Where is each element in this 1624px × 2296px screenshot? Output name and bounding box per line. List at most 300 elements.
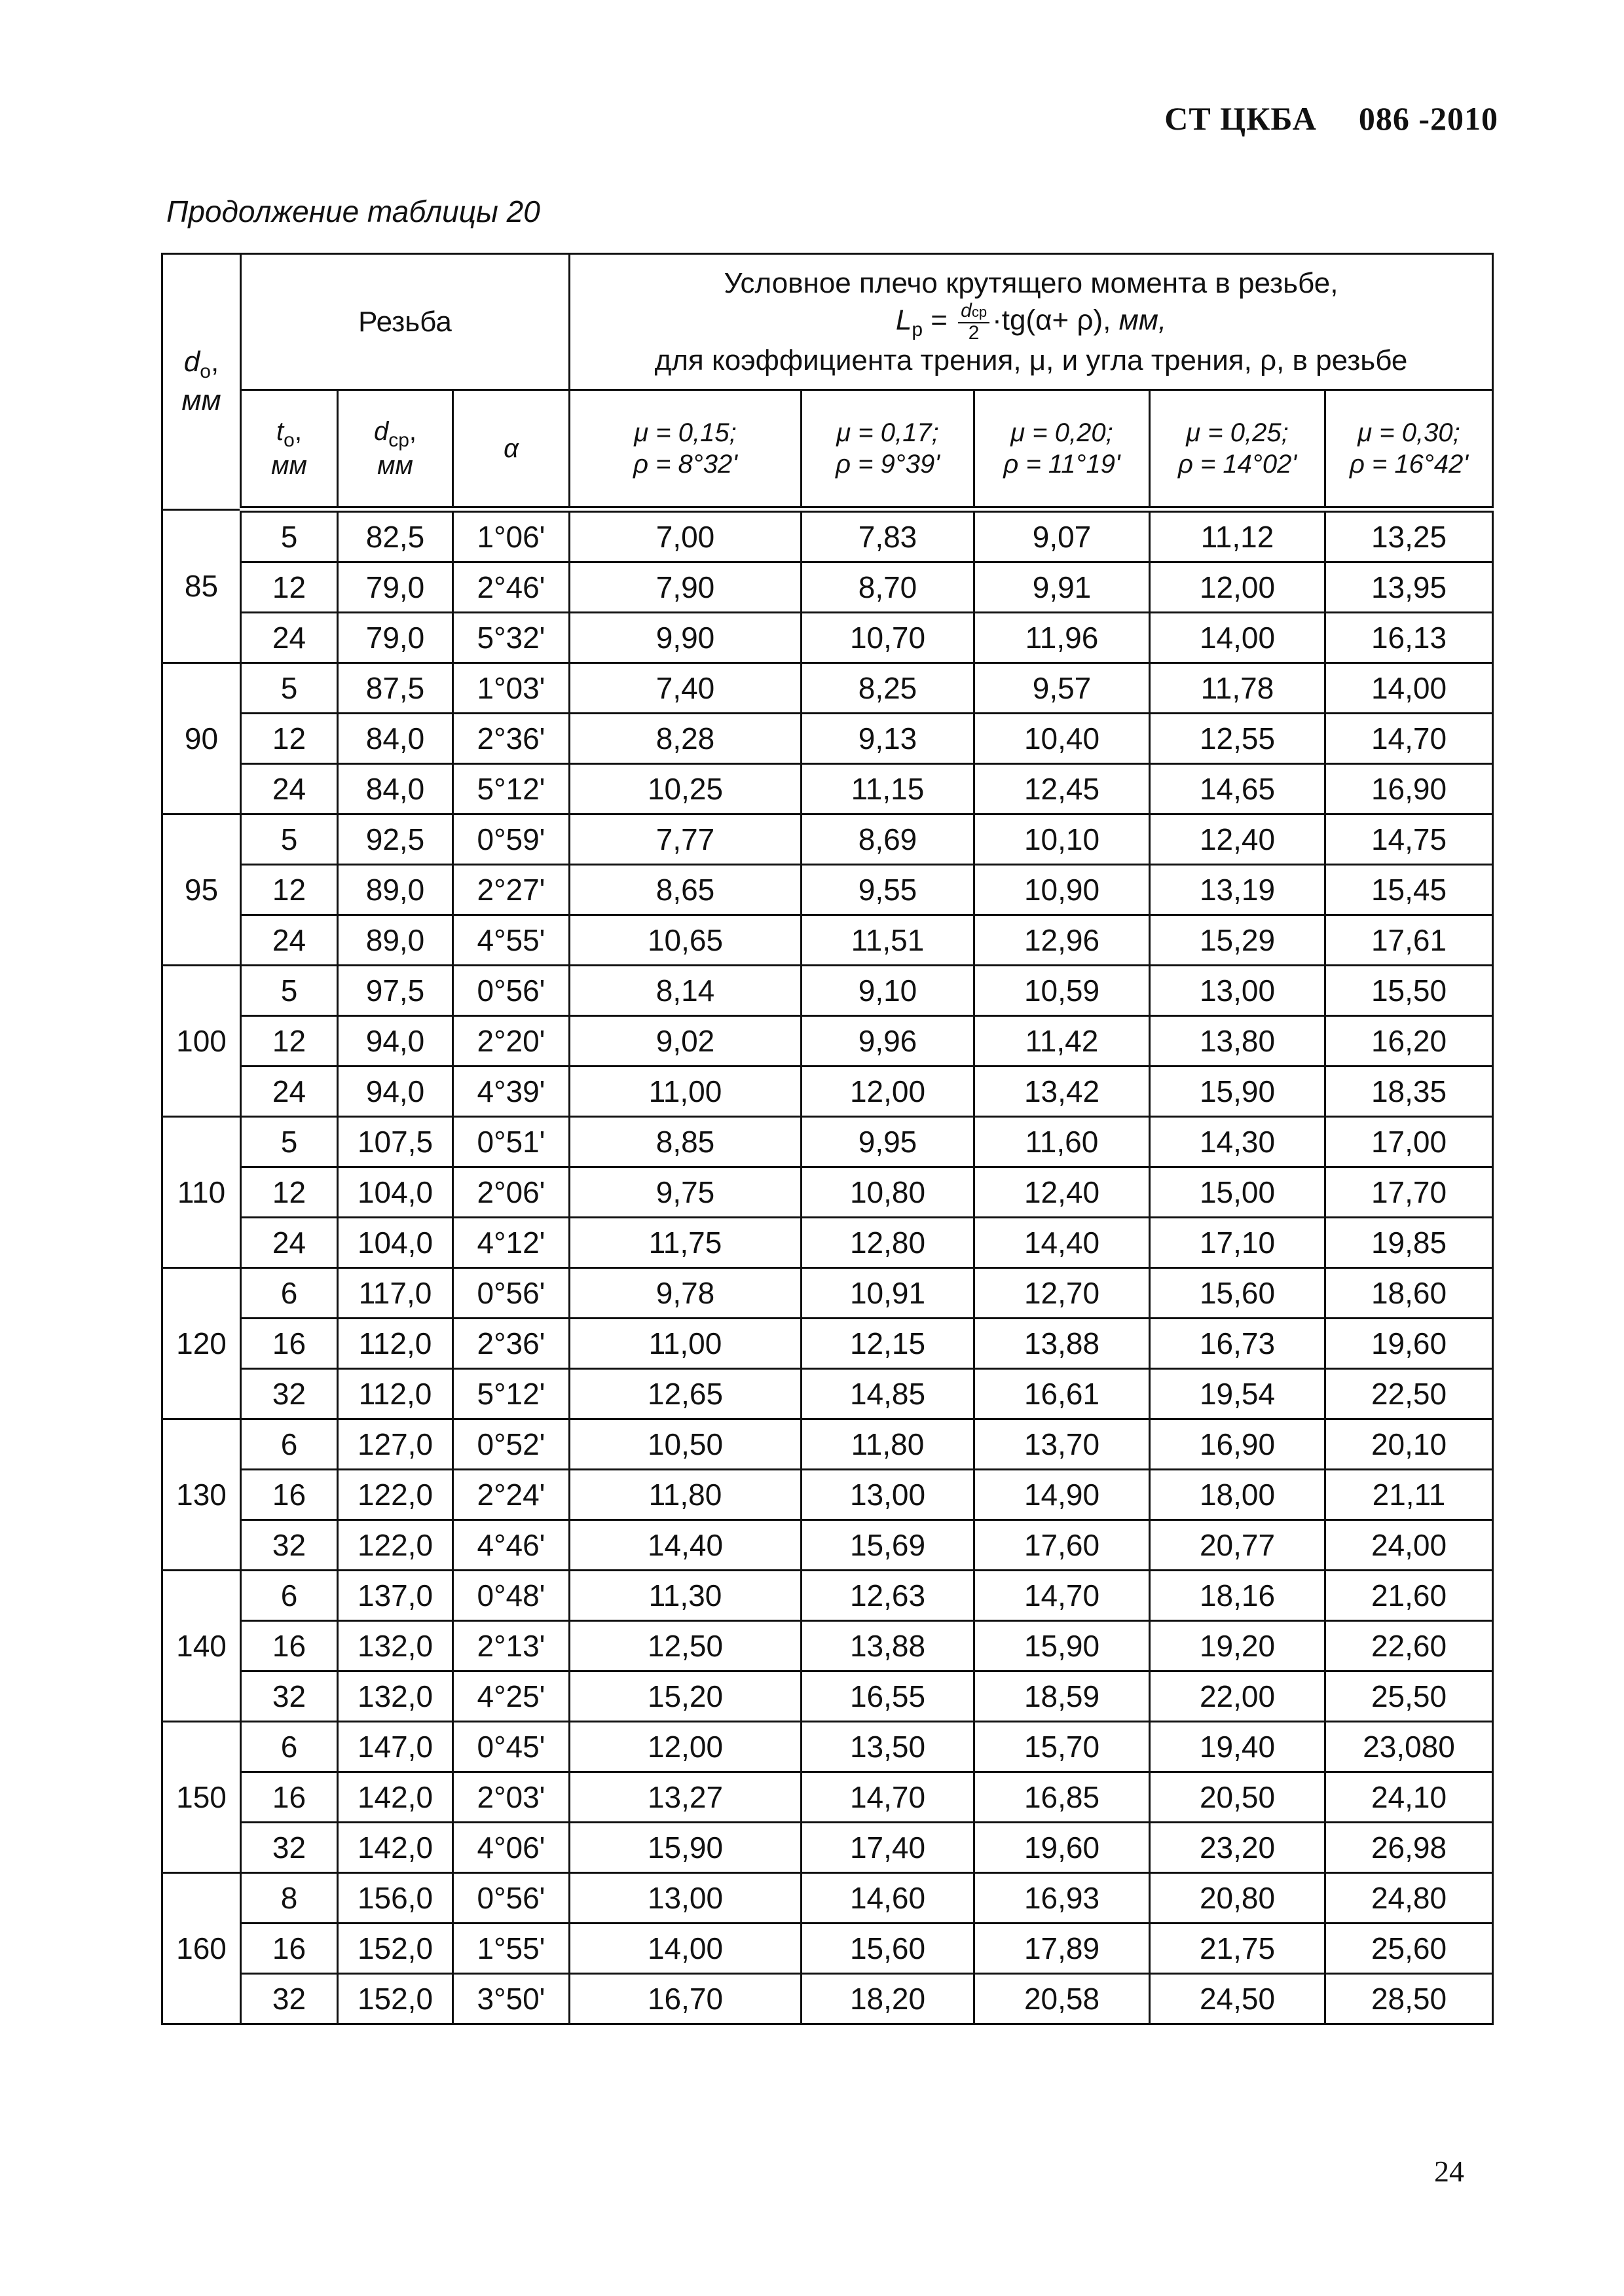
header-mu-col-3 [1150, 390, 1325, 510]
table-cell: 8 [241, 1873, 338, 1923]
table-cell: 15,69 [802, 1520, 974, 1571]
table-cell: 15,90 [974, 1621, 1150, 1671]
table-cell: 4°39' [453, 1066, 570, 1117]
table-cell: 9,55 [802, 865, 974, 915]
table-cell: 12 [241, 1167, 338, 1218]
table-cell: 19,60 [1325, 1319, 1493, 1369]
table-cell: 7,90 [570, 562, 802, 613]
table-cell: 20,80 [1150, 1873, 1325, 1923]
table-cell: 0°56' [453, 1268, 570, 1319]
table-cell: 9,90 [570, 613, 802, 663]
table-cell: 32 [241, 1974, 338, 2024]
table-cell: 7,00 [570, 509, 802, 562]
header-mu-value: μ = 0,17; [836, 418, 939, 447]
table-cell: 8,14 [570, 966, 802, 1016]
table-cell: 5°32' [453, 613, 570, 663]
table-cell: 4°12' [453, 1218, 570, 1268]
header-mu-col-4 [1325, 390, 1493, 510]
table-cell: 18,20 [802, 1974, 974, 2024]
header-thread: Резьба [241, 254, 570, 390]
table-cell: 16,85 [974, 1772, 1150, 1823]
table-cell: 32 [241, 1369, 338, 1419]
table-cell: 156,0 [338, 1873, 453, 1923]
table-cell: 5 [241, 509, 338, 562]
table-cell: 12,45 [974, 764, 1150, 814]
table-cell: 10,59 [974, 966, 1150, 1016]
table-cell: 14,70 [974, 1571, 1150, 1621]
header-alpha: α [453, 390, 570, 510]
table-cell: 17,70 [1325, 1167, 1493, 1218]
formula-num-sub: ср [971, 303, 987, 320]
table-container [161, 253, 1494, 2025]
table-row [162, 1722, 1493, 1772]
table-caption: Продолжение таблицы 20 [166, 194, 540, 228]
table-cell: 13,88 [974, 1319, 1150, 1369]
table-row [162, 509, 1493, 562]
table-cell: 20,10 [1325, 1419, 1493, 1470]
table-cell: 24 [241, 915, 338, 966]
table-cell: 10,90 [974, 865, 1150, 915]
table-cell: 16,20 [1325, 1016, 1493, 1066]
header-dcp-sub: ср [388, 429, 409, 451]
table-cell: 84,0 [338, 764, 453, 814]
table-cell: 2°03' [453, 1772, 570, 1823]
table-cell: 12,80 [802, 1218, 974, 1268]
table-cell: 2°36' [453, 1319, 570, 1369]
table-cell: 14,70 [1325, 714, 1493, 764]
table-cell: 0°59' [453, 814, 570, 865]
table-cell: 24 [241, 613, 338, 663]
table-cell: 10,50 [570, 1419, 802, 1470]
cell-d0: 140 [162, 1571, 241, 1722]
table-cell: 122,0 [338, 1520, 453, 1571]
table-cell: 89,0 [338, 865, 453, 915]
table-cell: 15,70 [974, 1722, 1150, 1772]
table-cell: 10,10 [974, 814, 1150, 865]
table-cell: 9,57 [974, 663, 1150, 714]
table-cell: 13,95 [1325, 562, 1493, 613]
table-cell: 15,60 [1150, 1268, 1325, 1319]
header-d0: $d_o$, мм [162, 254, 241, 510]
header-lever-line1: Условное плечо крутящего момента в резьбе, [724, 266, 1338, 299]
table-cell: 13,70 [974, 1419, 1150, 1470]
table-cell: 1°06' [453, 509, 570, 562]
table-cell: 16,93 [974, 1873, 1150, 1923]
table-cell: 9,02 [570, 1016, 802, 1066]
table-cell: 147,0 [338, 1722, 453, 1772]
table-cell: 0°56' [453, 1873, 570, 1923]
table-cell: 16 [241, 1621, 338, 1671]
table-cell: 17,89 [974, 1923, 1150, 1974]
table-cell: 12,65 [570, 1369, 802, 1419]
header-lever-line3: для коэффициента трения, μ, и угла трения, ρ, в резьбе [654, 344, 1408, 376]
table-cell: 21,60 [1325, 1571, 1493, 1621]
table-cell: 2°13' [453, 1621, 570, 1671]
cell-d0: 120 [162, 1268, 241, 1419]
table-cell: 24 [241, 1066, 338, 1117]
table-cell: 15,90 [1150, 1066, 1325, 1117]
header-row-2 [162, 390, 1493, 510]
table-row [162, 562, 1493, 613]
table-cell: 15,45 [1325, 865, 1493, 915]
table-cell: 0°51' [453, 1117, 570, 1167]
table-cell: 16 [241, 1319, 338, 1369]
table-cell: 13,27 [570, 1772, 802, 1823]
table-cell: 15,50 [1325, 966, 1493, 1016]
table-row [162, 1621, 1493, 1671]
table-cell: 1°55' [453, 1923, 570, 1974]
table-cell: 12 [241, 562, 338, 613]
table-cell: 13,00 [802, 1470, 974, 1520]
table-cell: 12,15 [802, 1319, 974, 1369]
table-row [162, 865, 1493, 915]
formula-denominator: 2 [968, 321, 980, 344]
table-cell: 14,00 [1150, 613, 1325, 663]
table-row [162, 1268, 1493, 1319]
table-cell: 132,0 [338, 1621, 453, 1671]
table-row [162, 1873, 1493, 1923]
table-cell: 15,20 [570, 1671, 802, 1722]
table-cell: 132,0 [338, 1671, 453, 1722]
header-rho-value: ρ = 8°32' [633, 450, 737, 479]
table-cell: 24 [241, 1218, 338, 1268]
table-cell: 24,10 [1325, 1772, 1493, 1823]
table-cell: 12,40 [1150, 814, 1325, 865]
table-row [162, 1470, 1493, 1520]
page-number: 24 [1434, 2155, 1464, 2188]
table-cell: 23,20 [1150, 1823, 1325, 1873]
table-cell: 8,25 [802, 663, 974, 714]
table-row [162, 915, 1493, 966]
table-cell: 18,35 [1325, 1066, 1493, 1117]
table-cell: 12 [241, 865, 338, 915]
table-cell: 97,5 [338, 966, 453, 1016]
table-cell: 2°24' [453, 1470, 570, 1520]
table-cell: 16 [241, 1470, 338, 1520]
table-cell: 13,80 [1150, 1016, 1325, 1066]
table-cell: 32 [241, 1520, 338, 1571]
table-cell: 107,5 [338, 1117, 453, 1167]
table-cell: 2°20' [453, 1016, 570, 1066]
cell-d0: 160 [162, 1873, 241, 2024]
table-cell: 12,00 [802, 1066, 974, 1117]
table-cell: 79,0 [338, 562, 453, 613]
table-cell: 14,75 [1325, 814, 1493, 865]
table-cell: 104,0 [338, 1218, 453, 1268]
table-cell: 8,85 [570, 1117, 802, 1167]
table-cell: 16,90 [1150, 1419, 1325, 1470]
table-row [162, 1923, 1493, 1974]
table-cell: 0°45' [453, 1722, 570, 1772]
table-cell: 12,40 [974, 1167, 1150, 1218]
table-cell: 10,40 [974, 714, 1150, 764]
table-cell: 16,73 [1150, 1319, 1325, 1369]
table-row [162, 1520, 1493, 1571]
header-mu-value: μ = 0,25; [1186, 418, 1289, 447]
table-cell: 16,55 [802, 1671, 974, 1722]
table-cell: 19,60 [974, 1823, 1150, 1873]
table-cell: 24,50 [1150, 1974, 1325, 2024]
formula-num: d [961, 299, 972, 321]
table-cell: 2°36' [453, 714, 570, 764]
table-cell: 11,60 [974, 1117, 1150, 1167]
table-row [162, 1823, 1493, 1873]
table-cell: 11,30 [570, 1571, 802, 1621]
header-rho-value: ρ = 16°42' [1349, 450, 1469, 479]
table-cell: 5 [241, 814, 338, 865]
table-cell: 15,90 [570, 1823, 802, 1873]
table-cell: 112,0 [338, 1319, 453, 1369]
header-rho-value: ρ = 14°02' [1177, 450, 1297, 479]
table-cell: 6 [241, 1571, 338, 1621]
table-cell: 14,30 [1150, 1117, 1325, 1167]
table-cell: 12 [241, 1016, 338, 1066]
table-cell: 13,19 [1150, 865, 1325, 915]
table-cell: 32 [241, 1823, 338, 1873]
table-cell: 11,00 [570, 1066, 802, 1117]
table-row [162, 613, 1493, 663]
table-cell: 0°56' [453, 966, 570, 1016]
table-cell: 11,96 [974, 613, 1150, 663]
table-cell: 12,55 [1150, 714, 1325, 764]
table-cell: 21,75 [1150, 1923, 1325, 1974]
table-cell: 12,00 [1150, 562, 1325, 613]
table-row [162, 1319, 1493, 1369]
table-row [162, 1772, 1493, 1823]
table-cell: 11,78 [1150, 663, 1325, 714]
table-cell: 20,77 [1150, 1520, 1325, 1571]
table-cell: 20,58 [974, 1974, 1150, 2024]
cell-d0: 130 [162, 1419, 241, 1571]
table-row [162, 764, 1493, 814]
table-cell: 18,00 [1150, 1470, 1325, 1520]
table-cell: 9,78 [570, 1268, 802, 1319]
table-cell: 10,65 [570, 915, 802, 966]
table-cell: 9,07 [974, 509, 1150, 562]
table-cell: 11,80 [570, 1470, 802, 1520]
table-cell: 104,0 [338, 1167, 453, 1218]
table-cell: 22,60 [1325, 1621, 1493, 1671]
table-cell: 117,0 [338, 1268, 453, 1319]
table-cell: 2°46' [453, 562, 570, 613]
table-cell: 142,0 [338, 1772, 453, 1823]
table-cell: 16,70 [570, 1974, 802, 2024]
table-cell: 13,00 [1150, 966, 1325, 1016]
table-cell: 5°12' [453, 764, 570, 814]
standard-code: СТ ЦКБА [1164, 100, 1317, 137]
table-cell: 25,50 [1325, 1671, 1493, 1722]
torque-lever-table [161, 253, 1494, 2025]
table-cell: 9,75 [570, 1167, 802, 1218]
table-cell: 10,80 [802, 1167, 974, 1218]
table-cell: 4°25' [453, 1671, 570, 1722]
header-mu-value: μ = 0,20; [1010, 418, 1113, 447]
table-cell: 13,00 [570, 1873, 802, 1923]
table-cell: 12,00 [570, 1722, 802, 1772]
header-dcp-symbol: d [373, 417, 389, 446]
formula-lhs: L [895, 304, 912, 337]
table-row [162, 1066, 1493, 1117]
table-cell: 9,95 [802, 1117, 974, 1167]
table-row [162, 1419, 1493, 1470]
table-cell: 14,00 [570, 1923, 802, 1974]
header-rho-value: ρ = 11°19' [1003, 450, 1120, 479]
table-cell: 6 [241, 1419, 338, 1470]
table-cell: 6 [241, 1268, 338, 1319]
table-cell: 18,60 [1325, 1268, 1493, 1319]
table-cell: 9,13 [802, 714, 974, 764]
table-cell: 16,61 [974, 1369, 1150, 1419]
table-cell: 17,61 [1325, 915, 1493, 966]
table-cell: 13,42 [974, 1066, 1150, 1117]
table-cell: 79,0 [338, 613, 453, 663]
table-cell: 142,0 [338, 1823, 453, 1873]
table-cell: 13,50 [802, 1722, 974, 1772]
header-d0-unit: мм [181, 384, 221, 417]
table-cell: 9,91 [974, 562, 1150, 613]
table-cell: 22,00 [1150, 1671, 1325, 1722]
table-cell: 14,90 [974, 1470, 1150, 1520]
table-cell: 5°12' [453, 1369, 570, 1419]
table-cell: 0°48' [453, 1571, 570, 1621]
table-cell: 10,70 [802, 613, 974, 663]
table-cell: 24,00 [1325, 1520, 1493, 1571]
table-row [162, 1369, 1493, 1419]
table-cell: 20,50 [1150, 1772, 1325, 1823]
table-cell: 15,00 [1150, 1167, 1325, 1218]
table-cell: 11,75 [570, 1218, 802, 1268]
table-cell: 9,96 [802, 1016, 974, 1066]
table-cell: 10,91 [802, 1268, 974, 1319]
table-cell: 10,25 [570, 764, 802, 814]
table-cell: 28,50 [1325, 1974, 1493, 2024]
table-cell: 11,12 [1150, 509, 1325, 562]
table-cell: 3°50' [453, 1974, 570, 2024]
header-mu-value: μ = 0,15; [634, 418, 737, 447]
table-cell: 2°06' [453, 1167, 570, 1218]
header-row-1 [162, 254, 1493, 390]
table-cell: 137,0 [338, 1571, 453, 1621]
table-row [162, 1117, 1493, 1167]
header-t0: $t_o$, мм [241, 390, 338, 510]
table-cell: 7,83 [802, 509, 974, 562]
table-cell: 1°03' [453, 663, 570, 714]
table-cell: 11,42 [974, 1016, 1150, 1066]
table-cell: 152,0 [338, 1923, 453, 1974]
table-cell: 24 [241, 764, 338, 814]
table-cell: 4°46' [453, 1520, 570, 1571]
table-row [162, 1974, 1493, 2024]
standard-number: 086 -2010 [1358, 100, 1498, 137]
table-row [162, 1218, 1493, 1268]
table-cell: 25,60 [1325, 1923, 1493, 1974]
header-t0-symbol: t [276, 417, 284, 446]
header-t0-sub: o [284, 429, 295, 451]
formula-numerator [958, 301, 989, 323]
table-cell: 7,40 [570, 663, 802, 714]
table-cell: 4°06' [453, 1823, 570, 1873]
table-cell: 11,80 [802, 1419, 974, 1470]
table-cell: 8,65 [570, 865, 802, 915]
header-mu-col-1 [802, 390, 974, 510]
table-cell: 92,5 [338, 814, 453, 865]
table-cell: 112,0 [338, 1369, 453, 1419]
table-row [162, 1571, 1493, 1621]
table-cell: 19,54 [1150, 1369, 1325, 1419]
table-cell: 8,28 [570, 714, 802, 764]
table-cell: 14,00 [1325, 663, 1493, 714]
table-cell: 8,69 [802, 814, 974, 865]
table-cell: 12,96 [974, 915, 1150, 966]
header-rho-value: ρ = 9°39' [836, 450, 940, 479]
table-cell: 16 [241, 1772, 338, 1823]
table-cell: 22,50 [1325, 1369, 1493, 1419]
table-cell: 17,40 [802, 1823, 974, 1873]
table-row [162, 663, 1493, 714]
header-d0-symbol: d [183, 346, 200, 378]
cell-d0: 85 [162, 509, 241, 663]
table-cell: 13,88 [802, 1621, 974, 1671]
table-cell: 14,60 [802, 1873, 974, 1923]
table-cell: 17,60 [974, 1520, 1150, 1571]
table-cell: 14,70 [802, 1772, 974, 1823]
table-cell: 5 [241, 966, 338, 1016]
table-cell: 18,16 [1150, 1571, 1325, 1621]
cell-d0: 90 [162, 663, 241, 814]
table-cell: 0°52' [453, 1419, 570, 1470]
header-t0-unit: мм [271, 451, 307, 480]
table-cell: 13,25 [1325, 509, 1493, 562]
table-cell: 17,00 [1325, 1117, 1493, 1167]
table-cell: 19,20 [1150, 1621, 1325, 1671]
table-cell: 94,0 [338, 1016, 453, 1066]
table-cell: 94,0 [338, 1066, 453, 1117]
table-cell: 4°55' [453, 915, 570, 966]
formula-eq: = [931, 304, 948, 337]
table-cell: 14,65 [1150, 764, 1325, 814]
table-cell: 14,85 [802, 1369, 974, 1419]
document-header [1164, 100, 1498, 137]
table-cell: 16,90 [1325, 764, 1493, 814]
table-cell: 2°27' [453, 865, 570, 915]
table-cell: 127,0 [338, 1419, 453, 1470]
table-cell: 12,63 [802, 1571, 974, 1621]
table-cell: 11,00 [570, 1319, 802, 1369]
table-cell: 32 [241, 1671, 338, 1722]
formula-unit: мм, [1118, 304, 1167, 337]
table-cell: 12,50 [570, 1621, 802, 1671]
header-dcp-unit: мм [377, 451, 413, 480]
table-cell: 122,0 [338, 1470, 453, 1520]
table-cell: 15,60 [802, 1923, 974, 1974]
header-lever [570, 254, 1493, 390]
table-cell: 19,40 [1150, 1722, 1325, 1772]
table-cell: 23,080 [1325, 1722, 1493, 1772]
table-cell: 18,59 [974, 1671, 1150, 1722]
table-cell: 11,15 [802, 764, 974, 814]
table-cell: 19,85 [1325, 1218, 1493, 1268]
header-mu-value: μ = 0,30; [1357, 418, 1460, 447]
formula-fraction [958, 301, 989, 343]
formula-lhs-sub: p [912, 319, 923, 341]
table-row [162, 1016, 1493, 1066]
table-cell: 6 [241, 1722, 338, 1772]
table-cell: 8,70 [802, 562, 974, 613]
table-cell: 26,98 [1325, 1823, 1493, 1873]
table-cell: 14,40 [974, 1218, 1150, 1268]
table-cell: 84,0 [338, 714, 453, 764]
cell-d0: 110 [162, 1117, 241, 1268]
